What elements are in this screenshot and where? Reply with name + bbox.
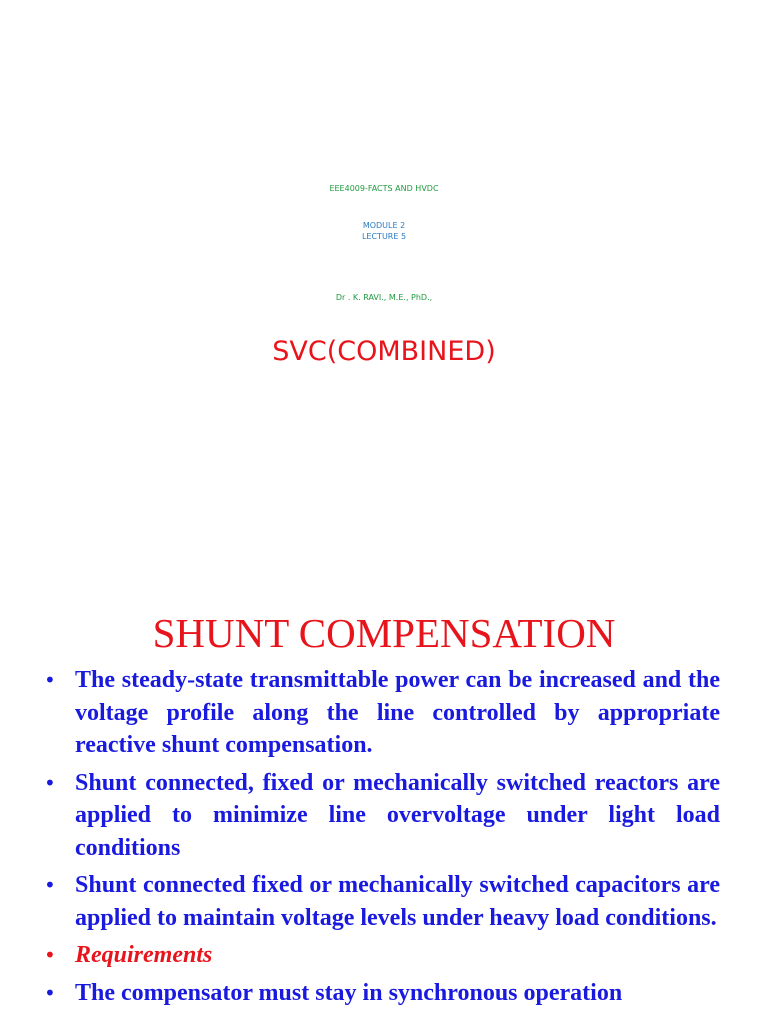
bullet-icon: • (44, 668, 56, 692)
bullet-icon: • (44, 943, 56, 967)
bullet-text: The steady-state transmittable power can be increased and the voltage profile along the line controlled by appropriate reactive shunt compensation. (75, 667, 720, 758)
topic-title: SVC(COMBINED) (272, 336, 496, 367)
bullet-icon: • (44, 980, 56, 1005)
bullet-text: Requirements (75, 942, 213, 968)
bullet-text: Shunt connected fixed or mechanically switched capacitors are applied to maintain voltage levels under heavy load conditions. (75, 872, 720, 931)
bullet-item (0, 767, 768, 865)
bullet-list (0, 664, 768, 1014)
bullet-item (0, 977, 768, 1010)
bullet-icon: • (44, 873, 56, 897)
author-name: Dr . K. RAVI., M.E., PhD., (335, 293, 433, 302)
bullet-item-requirements (0, 939, 768, 972)
bullet-item (0, 664, 768, 762)
module-label: MODULE 2 (362, 221, 406, 230)
bullet-text: The compensator must stay in synchronous operation (75, 979, 623, 1006)
course-title: EEE4009-FACTS AND HVDC (329, 184, 439, 193)
bullet-text: Shunt connected, fixed or mechanically switched reactors are applied to minimize line overvoltage under light load conditions (75, 769, 720, 861)
bullet-icon: • (44, 770, 56, 795)
content-slide (0, 576, 768, 1024)
slide-heading: SHUNT COMPENSATION (152, 610, 616, 656)
bullet-item (0, 869, 768, 934)
lecture-label: LECTURE 5 (361, 232, 407, 241)
